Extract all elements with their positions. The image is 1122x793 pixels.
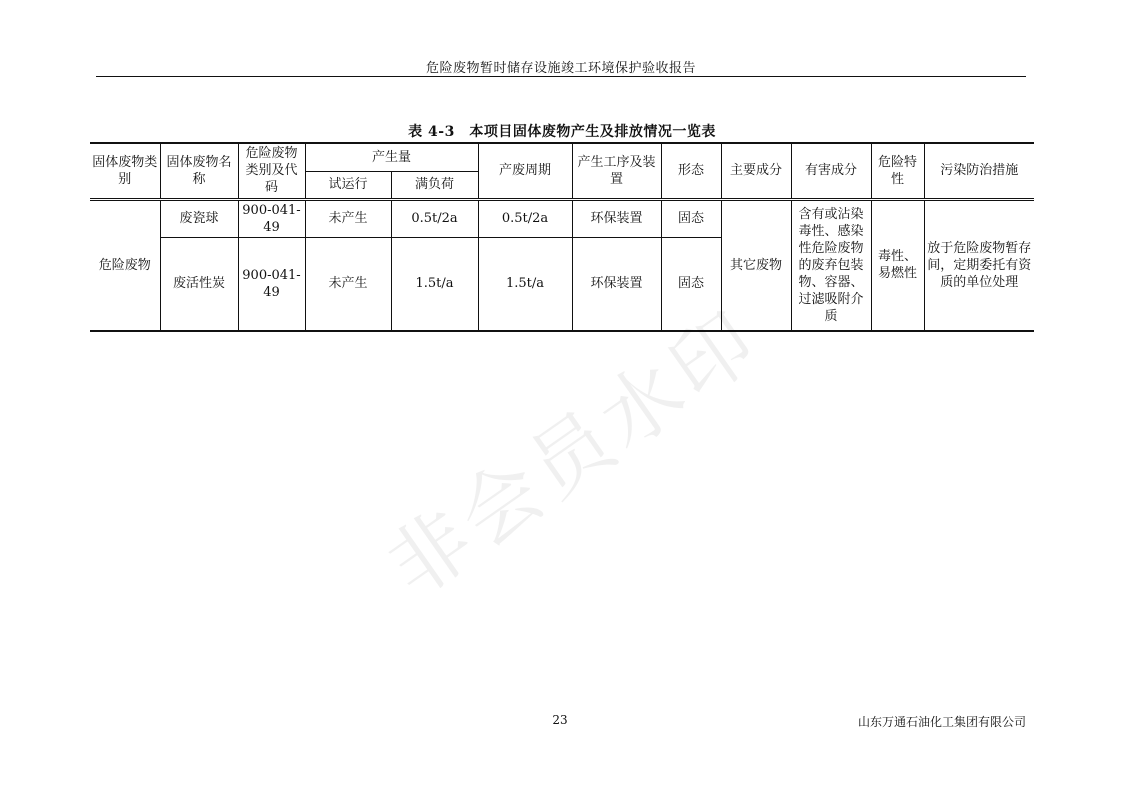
cell-cycle: 0.5t/2a (478, 199, 572, 237)
header-trial: 试运行 (305, 171, 391, 199)
header-production: 产生量 (305, 143, 478, 171)
cell-code: 900-041-49 (238, 237, 305, 331)
cell-name: 废活性炭 (160, 237, 238, 331)
header-measures: 污染防治措施 (924, 143, 1034, 199)
footer-company: 山东万通石油化工集团有限公司 (857, 715, 1026, 729)
cell-full-load: 0.5t/2a (391, 199, 478, 237)
table-caption: 表 4-3 本项目固体废物产生及排放情况一览表 (408, 124, 716, 140)
solid-waste-table (90, 142, 1034, 332)
cell-name: 废瓷球 (160, 199, 238, 237)
cell-category: 危险废物 (90, 199, 160, 331)
header-code: 危险废物类别及代码 (238, 143, 305, 199)
table-row (90, 199, 1034, 237)
cell-trial: 未产生 (305, 237, 391, 331)
page-number: 23 (552, 713, 568, 727)
page-header-title: 危险废物暂时储存设施竣工环境保护验收报告 (425, 61, 696, 76)
cell-process: 环保装置 (572, 199, 661, 237)
header-main-component: 主要成分 (721, 143, 791, 199)
cell-full-load: 1.5t/a (391, 237, 478, 331)
cell-form: 固态 (661, 199, 721, 237)
cell-harmful-component: 含有或沾染毒性、感染性危险废物的废弃包装物、容器、过滤吸附介质 (791, 199, 871, 331)
cell-hazard: 毒性、易燃性 (871, 199, 924, 331)
cell-cycle: 1.5t/a (478, 237, 572, 331)
cell-code: 900-041-49 (238, 199, 305, 237)
cell-main-component: 其它废物 (721, 199, 791, 331)
header-full-load: 满负荷 (391, 171, 478, 199)
watermark: 非会员水印 (371, 291, 777, 615)
header-cycle: 产废周期 (478, 143, 572, 199)
header-hazard: 危险特性 (871, 143, 924, 199)
header-divider (96, 76, 1026, 77)
header-harmful-component: 有害成分 (791, 143, 871, 199)
header-name: 固体废物名称 (160, 143, 238, 199)
header-process: 产生工序及装置 (572, 143, 661, 199)
header-form: 形态 (661, 143, 721, 199)
cell-trial: 未产生 (305, 199, 391, 237)
cell-measures: 放于危险废物暂存间，定期委托有资质的单位处理 (924, 199, 1034, 331)
header-category: 固体废物类别 (90, 143, 160, 199)
cell-form: 固态 (661, 237, 721, 331)
cell-process: 环保装置 (572, 237, 661, 331)
